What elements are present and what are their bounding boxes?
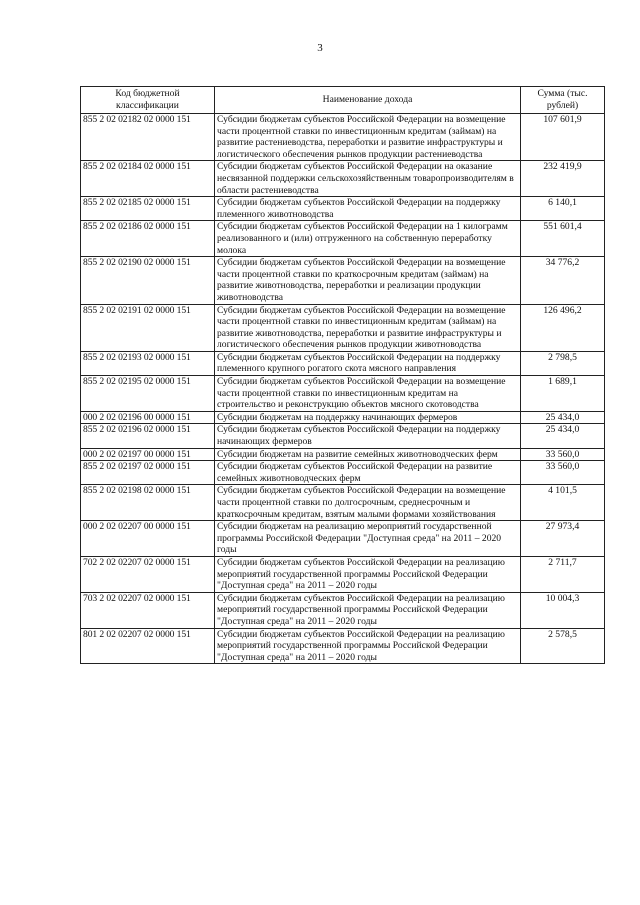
- budget-code-cell: 855 2 02 02198 02 0000 151: [81, 485, 215, 521]
- budget-code-cell: 801 2 02 02207 02 0000 151: [81, 628, 215, 664]
- budget-code-cell: 855 2 02 02182 02 0000 151: [81, 114, 215, 161]
- income-name-cell: Субсидии бюджетам субъектов Российской Федерации на поддержку начинающих фермеров: [215, 424, 521, 448]
- table-row: [81, 592, 605, 628]
- table-body: [81, 114, 605, 664]
- table-row: [81, 376, 605, 412]
- table-row: [81, 351, 605, 375]
- amount-cell: 33 560,0: [521, 461, 605, 485]
- table-row: [81, 161, 605, 197]
- budget-code-cell: 855 2 02 02184 02 0000 151: [81, 161, 215, 197]
- income-name-cell: Субсидии бюджетам субъектов Российской Федерации на возмещение части процентной ставки по инвестиционным кредитам на строительство и реконструкцию объектов мясного скотоводства: [215, 376, 521, 412]
- budget-code-cell: 000 2 02 02207 00 0000 151: [81, 521, 215, 557]
- income-name-cell: Субсидии бюджетам на реализацию мероприятий государственной программы Российской Федерации "Доступная среда" на 2011 – 2020 годы: [215, 521, 521, 557]
- budget-code-cell: 855 2 02 02185 02 0000 151: [81, 197, 215, 221]
- amount-cell: 2 578,5: [521, 628, 605, 664]
- table-row: [81, 304, 605, 351]
- amount-cell: 27 973,4: [521, 521, 605, 557]
- income-name-cell: Субсидии бюджетам субъектов Российской Федерации на поддержку племенного животноводства: [215, 197, 521, 221]
- table-row: [81, 221, 605, 257]
- income-name-cell: Субсидии бюджетам субъектов Российской Федерации на возмещение части процентной ставки по краткосрочным кредитам (займам) на развитие животноводства, переработки и реализации продукции животноводства: [215, 257, 521, 304]
- amount-cell: 2 711,7: [521, 556, 605, 592]
- table-row: [81, 197, 605, 221]
- table-row: [81, 485, 605, 521]
- amount-cell: 4 101,5: [521, 485, 605, 521]
- budget-code-cell: 000 2 02 02196 00 0000 151: [81, 411, 215, 424]
- table-row: [81, 461, 605, 485]
- budget-code-cell: 000 2 02 02197 00 0000 151: [81, 448, 215, 461]
- table-row: [81, 628, 605, 664]
- table-row: [81, 521, 605, 557]
- budget-income-table: [80, 86, 605, 664]
- budget-code-cell: 702 2 02 02207 02 0000 151: [81, 556, 215, 592]
- budget-code-cell: 703 2 02 02207 02 0000 151: [81, 592, 215, 628]
- table-row: [81, 257, 605, 304]
- budget-code-cell: 855 2 02 02190 02 0000 151: [81, 257, 215, 304]
- income-name-cell: Субсидии бюджетам на развитие семейных животноводческих ферм: [215, 448, 521, 461]
- income-name-cell: Субсидии бюджетам субъектов Российской Федерации на 1 килограмм реализованного и (или) отгруженного на собственную переработку молока: [215, 221, 521, 257]
- amount-cell: 126 496,2: [521, 304, 605, 351]
- header-name: Наименование дохода: [215, 87, 521, 114]
- income-name-cell: Субсидии бюджетам субъектов Российской Федерации на оказание несвязанной поддержки сельскохозяйственным товаропроизводителям в области растениеводства: [215, 161, 521, 197]
- budget-code-cell: 855 2 02 02197 02 0000 151: [81, 461, 215, 485]
- income-name-cell: Субсидии бюджетам субъектов Российской Федерации на реализацию мероприятий государственной программы Российской Федерации "Доступная среда" на 2011 – 2020 годы: [215, 592, 521, 628]
- budget-code-cell: 855 2 02 02193 02 0000 151: [81, 351, 215, 375]
- table-row: [81, 411, 605, 424]
- income-name-cell: Субсидии бюджетам субъектов Российской Федерации на реализацию мероприятий государственной программы Российской Федерации "Доступная среда" на 2011 – 2020 годы: [215, 628, 521, 664]
- amount-cell: 25 434,0: [521, 411, 605, 424]
- amount-cell: 1 689,1: [521, 376, 605, 412]
- table-header-row: [81, 87, 605, 114]
- budget-code-cell: 855 2 02 02191 02 0000 151: [81, 304, 215, 351]
- amount-cell: 33 560,0: [521, 448, 605, 461]
- budget-code-cell: 855 2 02 02186 02 0000 151: [81, 221, 215, 257]
- header-code: Код бюджетной классификации: [81, 87, 215, 114]
- amount-cell: 2 798,5: [521, 351, 605, 375]
- table-row: [81, 556, 605, 592]
- header-sum: Сумма (тыс. рублей): [521, 87, 605, 114]
- income-name-cell: Субсидии бюджетам субъектов Российской Федерации на возмещение части процентной ставки по долгосрочным, среднесрочным и краткосрочным кредитам, взятым малыми формами хозяйствования: [215, 485, 521, 521]
- income-name-cell: Субсидии бюджетам на поддержку начинающих фермеров: [215, 411, 521, 424]
- amount-cell: 6 140,1: [521, 197, 605, 221]
- amount-cell: 10 004,3: [521, 592, 605, 628]
- page-number: 3: [317, 42, 323, 54]
- income-name-cell: Субсидии бюджетам субъектов Российской Федерации на поддержку племенного крупного рогатого скота мясного направления: [215, 351, 521, 375]
- budget-code-cell: 855 2 02 02196 02 0000 151: [81, 424, 215, 448]
- income-name-cell: Субсидии бюджетам субъектов Российской Федерации на реализацию мероприятий государственной программы Российской Федерации "Доступная среда" на 2011 – 2020 годы: [215, 556, 521, 592]
- amount-cell: 107 601,9: [521, 114, 605, 161]
- amount-cell: 34 776,2: [521, 257, 605, 304]
- income-name-cell: Субсидии бюджетам субъектов Российской Федерации на развитие семейных животноводческих ферм: [215, 461, 521, 485]
- budget-code-cell: 855 2 02 02195 02 0000 151: [81, 376, 215, 412]
- income-name-cell: Субсидии бюджетам субъектов Российской Федерации на возмещение части процентной ставки по инвестиционным кредитам (займам) на развитие растениеводства, переработки и развитие инфраструктуры и логистического обеспечения рынков продукции растениеводства: [215, 114, 521, 161]
- table-row: [81, 114, 605, 161]
- table-row: [81, 448, 605, 461]
- amount-cell: 25 434,0: [521, 424, 605, 448]
- income-name-cell: Субсидии бюджетам субъектов Российской Федерации на возмещение части процентной ставки по инвестиционным кредитам (займам) на развитие животноводства, переработки и развитие инфраструктуры и логистического обеспечения рынков продукции животноводства: [215, 304, 521, 351]
- amount-cell: 232 419,9: [521, 161, 605, 197]
- amount-cell: 551 601,4: [521, 221, 605, 257]
- table-row: [81, 424, 605, 448]
